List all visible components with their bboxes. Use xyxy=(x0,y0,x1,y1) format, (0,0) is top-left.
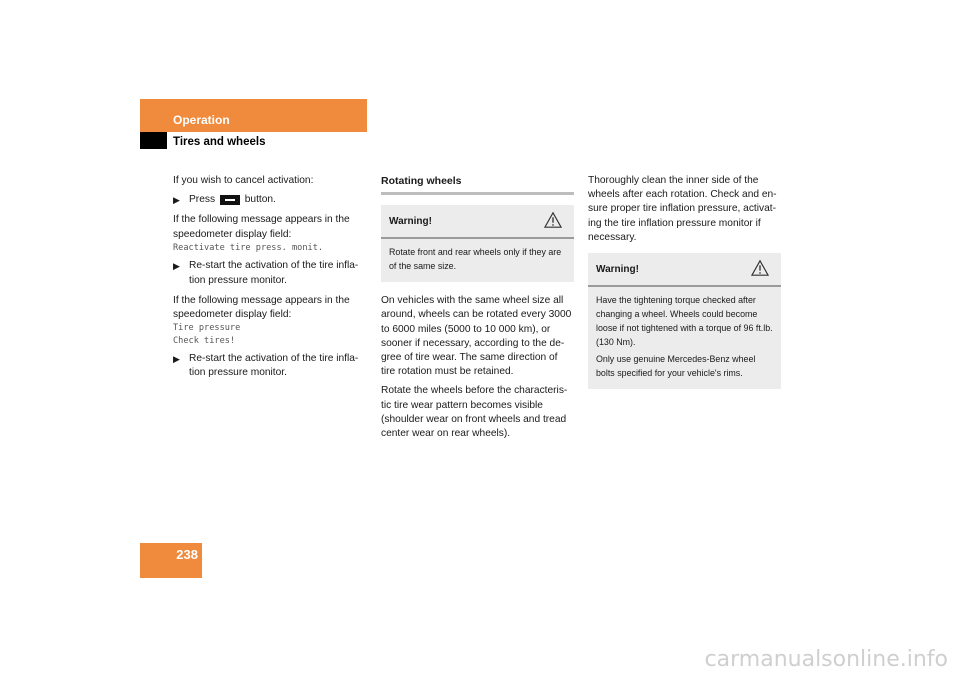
column-left xyxy=(173,174,368,387)
paragraph: If the following message appears in the speedometer display field: Reactivate tire press. monit. xyxy=(173,213,368,254)
subsection-title: Rotating wheels xyxy=(381,174,574,195)
paragraph: Rotate the wheels before the characteris-tic tire wear pattern becomes visible (shoulder wear on front wheels and tread center wear on rear wheels). xyxy=(381,385,568,440)
paragraph: If the following message appears in the speedometer display field: Tire pressure Check tires! xyxy=(173,294,368,347)
warning-box xyxy=(588,253,781,389)
warning-header: Warning! xyxy=(381,205,574,239)
watermark: carmanualsonline.info xyxy=(704,647,948,672)
warning-triangle-icon xyxy=(751,259,769,277)
page-number: 238 xyxy=(176,547,198,562)
step-item: ▶ Re-start the activation of the tire infla-tion pressure monitor. xyxy=(173,260,359,286)
arrow-bullet-icon: ▶ xyxy=(173,354,180,365)
paragraph: If you wish to cancel activation: xyxy=(173,175,314,186)
display-message: Check tires! xyxy=(173,335,236,346)
display-message: Tire pressure xyxy=(173,323,241,334)
section-subtitle: Tires and wheels xyxy=(173,136,266,148)
paragraph: On vehicles with the same wheel size all around, wheels can be rotated every 3000 to 6000 miles (5000 to 10 000 km), or sooner if necessary, according to the de-gree of tire wear. The same direction of tire rotation must be retained. xyxy=(381,295,572,378)
column-middle xyxy=(381,174,574,446)
reset-key-icon xyxy=(220,195,240,205)
step-item: ▶ Press button. xyxy=(173,193,368,207)
header-marker xyxy=(140,132,167,149)
warning-header: Warning! xyxy=(588,253,781,287)
display-message: Reactivate tire press. monit. xyxy=(173,242,324,253)
warning-triangle-icon xyxy=(544,211,562,229)
warning-text: Have the tightening torque checked after changing a wheel. Wheels could become loose if not tightened with a torque of 96 ft.lb. (130 Nm). Only use genuine Mercedes-Benz wheel bolts specified for your vehicle's rims. xyxy=(596,295,773,379)
arrow-bullet-icon: ▶ xyxy=(173,195,180,206)
warning-text: Rotate front and rear wheels only if they are of the same size. xyxy=(389,247,562,272)
section-title: Operation xyxy=(173,113,230,127)
warning-box xyxy=(381,205,574,282)
step-item: ▶ Re-start the activation of the tire infla-tion pressure monitor. xyxy=(173,353,359,379)
arrow-bullet-icon: ▶ xyxy=(173,261,180,272)
paragraph: Thoroughly clean the inner side of the wheels after each rotation. Check and en-sure proper tire inflation pressure, activat-ing the tire inflation pressure monitor if necessary. xyxy=(588,175,777,243)
column-right xyxy=(588,174,781,401)
